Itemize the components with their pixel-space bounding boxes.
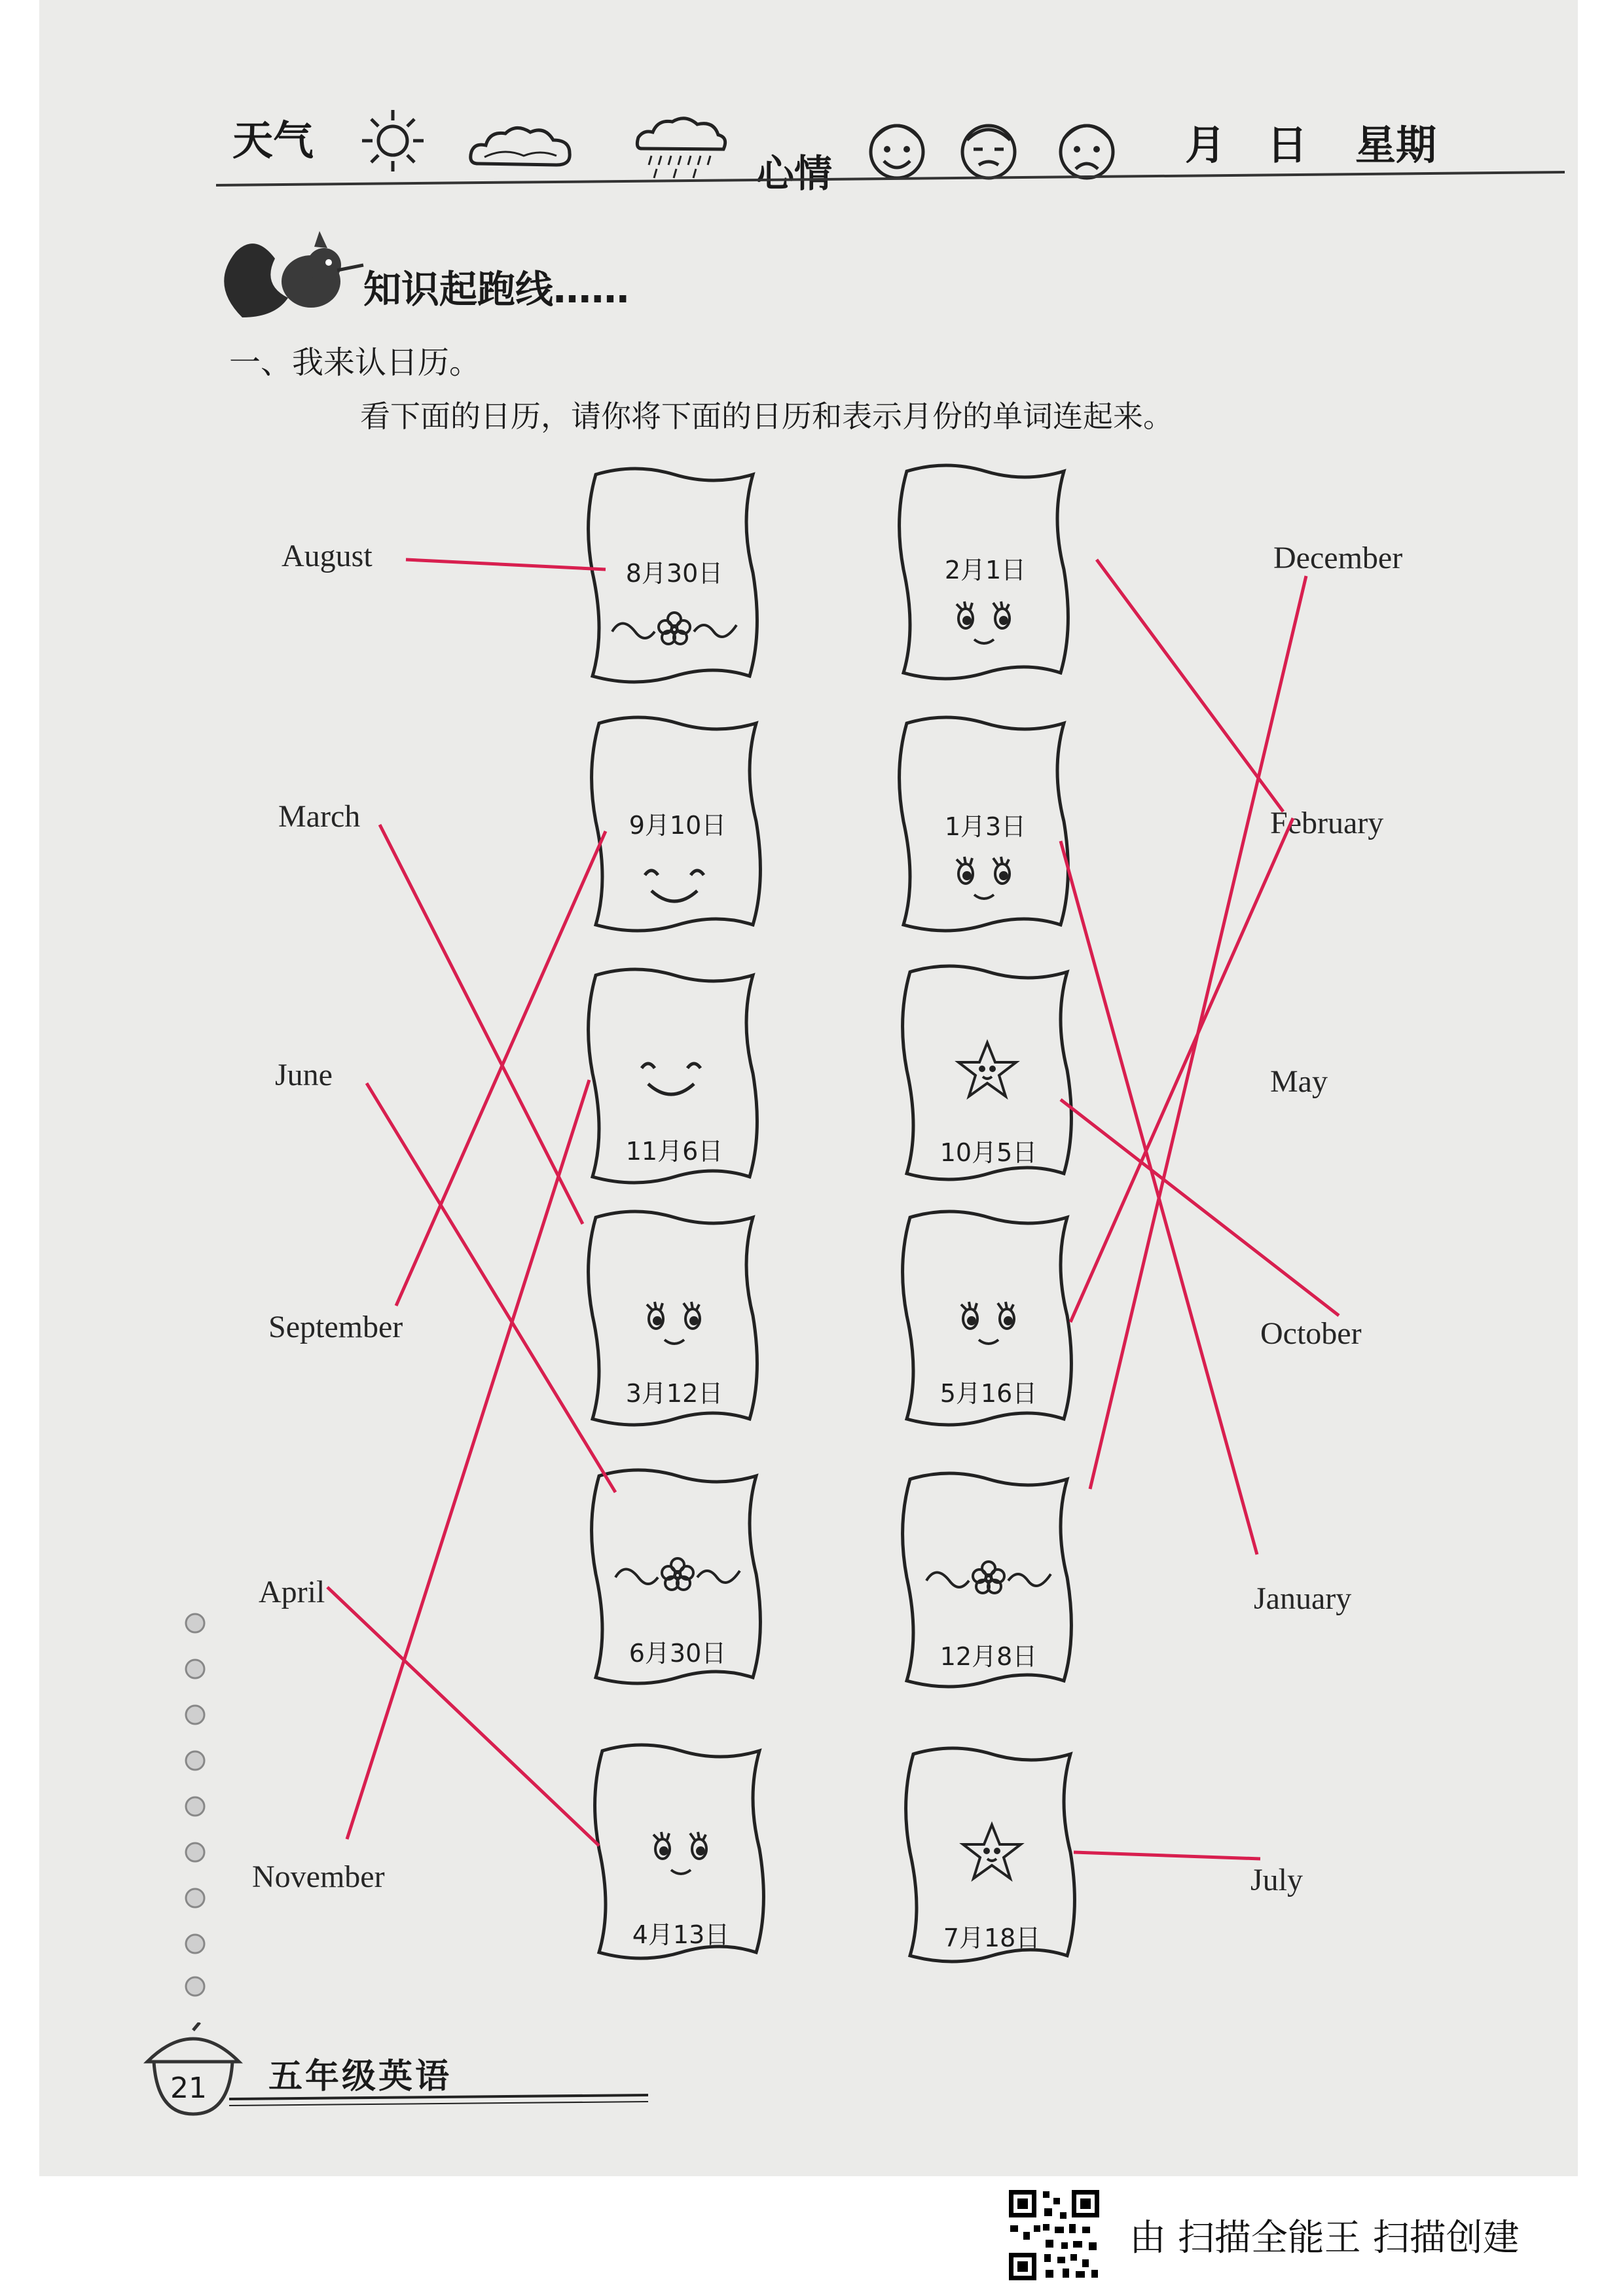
month-left-august[interactable]: August — [282, 539, 373, 573]
month-right-july[interactable]: July — [1250, 1863, 1304, 1897]
smiling-face-icon — [961, 1302, 1014, 1344]
star-icon — [958, 1043, 1016, 1096]
section-banner: 知识起跑线…… — [363, 267, 630, 312]
smile-icon — [645, 870, 704, 901]
card-date-6-30: 6月30日 — [629, 1639, 727, 1668]
month-right-january[interactable]: January — [1254, 1581, 1352, 1616]
card-date-4-13: 4月13日 — [632, 1920, 730, 1949]
month-left-september[interactable]: September — [268, 1310, 403, 1344]
smiling-face-icon — [957, 601, 1010, 643]
instruction-text: 看下面的日历，请你将下面的日历和表示月份的单词连起来。 — [360, 399, 1173, 434]
smiling-face-icon — [647, 1302, 700, 1344]
flower-icon — [926, 1562, 1051, 1593]
month-left-march[interactable]: March — [278, 799, 361, 834]
mood-label: 心情 — [756, 151, 833, 196]
worksheet-page — [39, 0, 1578, 2176]
page-number: 21 — [170, 2072, 207, 2105]
smiling-face-icon — [957, 857, 1010, 899]
answer-lines — [327, 560, 1339, 1859]
month-left-april[interactable]: April — [259, 1575, 325, 1609]
calendar-cards-layer — [39, 0, 1578, 2176]
weather-label: 天气 — [232, 117, 314, 164]
month-right-december[interactable]: December — [1273, 541, 1403, 575]
card-date-3-12: 3月12日 — [625, 1379, 723, 1408]
week-label: 星期 — [1355, 121, 1437, 169]
card-date-11-6: 11月6日 — [625, 1137, 723, 1166]
card-date-1-3: 1月3日 — [944, 812, 1027, 841]
card-date-5-16: 5月16日 — [939, 1379, 1038, 1408]
star-icon — [963, 1825, 1021, 1878]
smiling-face-icon — [653, 1832, 706, 1874]
book-title: 五年级英语 — [268, 2057, 452, 2096]
flower-icon — [612, 613, 737, 644]
scanner-credit-text: 由 扫描全能王 扫描创建 — [1129, 2217, 1520, 2259]
card-date-7-18: 7月18日 — [943, 1924, 1041, 1952]
card-date-8-30: 8月30日 — [625, 559, 723, 588]
month-right-october[interactable]: October — [1260, 1316, 1362, 1351]
month-left-november[interactable]: November — [252, 1859, 385, 1894]
footer-rule — [229, 2091, 655, 2111]
section-title: 一、我来认日历。 — [229, 344, 481, 381]
card-date-2-1: 2月1日 — [944, 556, 1027, 584]
day-label: 日 — [1267, 121, 1308, 169]
flower-icon — [615, 1558, 740, 1590]
margin-dots — [177, 1610, 216, 2003]
card-date-10-5: 10月5日 — [939, 1138, 1038, 1167]
qr-code-icon — [1005, 2186, 1103, 2284]
month-right-february[interactable]: February — [1270, 806, 1384, 840]
month-right-may[interactable]: May — [1270, 1064, 1328, 1099]
month-left-june[interactable]: June — [275, 1058, 333, 1092]
card-date-12-8: 12月8日 — [939, 1642, 1038, 1671]
card-date-9-10: 9月10日 — [629, 811, 727, 840]
month-label: 月 — [1185, 121, 1226, 169]
smile-icon — [642, 1064, 701, 1094]
